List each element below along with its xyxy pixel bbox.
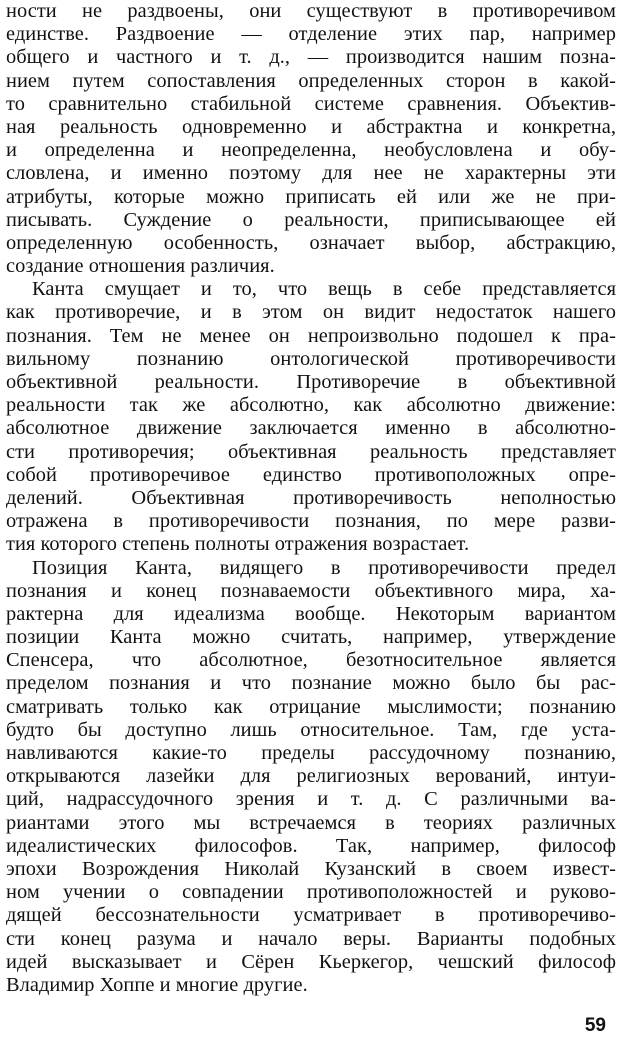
text-line: создание отношения различия. [6, 255, 275, 278]
text-line: отражена в противоречивости познания, по мере разви- [6, 510, 616, 533]
text-line: как противоречие, и в этом он видит недостаток нашего [6, 301, 616, 324]
text-line: и определенна и неопределенна, необусловлена и обу- [6, 139, 616, 162]
paragraph-1 [6, 0, 616, 278]
text-line: эпохи Возрождения Николай Кузанский в своем извест- [6, 857, 616, 880]
text-line: сти конец разума и начало веры. Варианты подобных [6, 927, 616, 950]
text-line: рактерна для идеализма вообще. Некоторым вариантом [6, 602, 616, 625]
text-line: пределом познания и что познание можно было бы рас- [6, 672, 616, 695]
text-line: делений. Объективная противоречивость неполностью [6, 486, 616, 509]
text-line: ном учении о совпадении противоположностей и руково- [6, 881, 616, 904]
text-line: дящей бессознательности усматривает в противоречиво- [6, 904, 616, 927]
text-line: нием путем сопоставления определенных сторон в какой- [6, 69, 616, 92]
text-line: ности не раздвоены, они существуют в противоречивом [6, 0, 616, 22]
text-line: сматривать только как отрицание мыслимости; познанию [6, 695, 616, 718]
text-line: сти противоречия; объективная реальность представляет [6, 440, 616, 463]
page-number: 59 [584, 1015, 606, 1036]
text-line: объективной реальности. Противоречие в объективной [6, 371, 616, 393]
text-line: атрибуты, которые можно приписать ей или же не при- [6, 185, 616, 208]
text-line: Позиция Канта, видящего в противоречивости предел [32, 556, 616, 579]
text-line: навливаются какие-то пределы рассудочному познанию, [6, 742, 616, 764]
text-line: позиции Канта можно считать, например, утверждение [6, 626, 616, 649]
text-line: то сравнительно стабильной системе сравнения. Объектив- [6, 92, 616, 115]
text-line: познания. Тем не менее он непроизвольно подошел к пра- [6, 324, 616, 347]
text-line: ная реальность одновременно и абстрактна и конкретна, [6, 115, 616, 138]
text-line: Спенсера, что абсолютное, безотносительное является [6, 649, 616, 672]
text-line: Владимир Хоппе и многие другие. [6, 973, 308, 996]
text-line: будто бы доступно лишь относительное. Там, где уста- [6, 718, 616, 741]
text-line: собой противоречивое единство противоположных опре- [6, 463, 616, 486]
paragraph-2 [6, 278, 616, 556]
text-line: общего и частного и т. д., — производится нашим позна- [6, 46, 616, 69]
text-line: ций, надрассудочного зрения и т. д. С различными ва- [6, 788, 616, 811]
text-line: писывать. Суждение о реальности, приписывающее ей [6, 208, 616, 231]
text-line: открываются лазейки для религиозных верований, интуи- [6, 765, 616, 788]
text-line: идеалистических философов. Так, например, философ [6, 834, 616, 857]
text-line: словлена, и именно поэтому для нее не характерны эти [6, 162, 616, 185]
text-line: вильному познанию онтологической противоречивости [6, 347, 616, 370]
text-line: идей высказывает и Сёрен Кьеркегор, чешский философ [6, 950, 616, 973]
text-line: абсолютное движение заключается именно в абсолютно- [6, 417, 616, 440]
book-page [6, 0, 616, 1047]
text-line: тия которого степень полноты отражения возрастает. [6, 533, 470, 556]
text-line: Канта смущает и то, что вещь в себе представляется [32, 278, 616, 301]
text-line: определенную особенность, означает выбор, абстракцию, [6, 231, 616, 254]
text-line: единстве. Раздвоение — отделение этих пар, например [6, 23, 616, 46]
text-line: познания и конец познаваемости объективного мира, ха- [6, 579, 616, 602]
paragraph-3 [6, 557, 616, 998]
text-line: реальности так же абсолютно, как абсолютно движение: [6, 394, 616, 417]
text-line: риантами этого мы встречаемся в теориях различных [6, 811, 616, 834]
